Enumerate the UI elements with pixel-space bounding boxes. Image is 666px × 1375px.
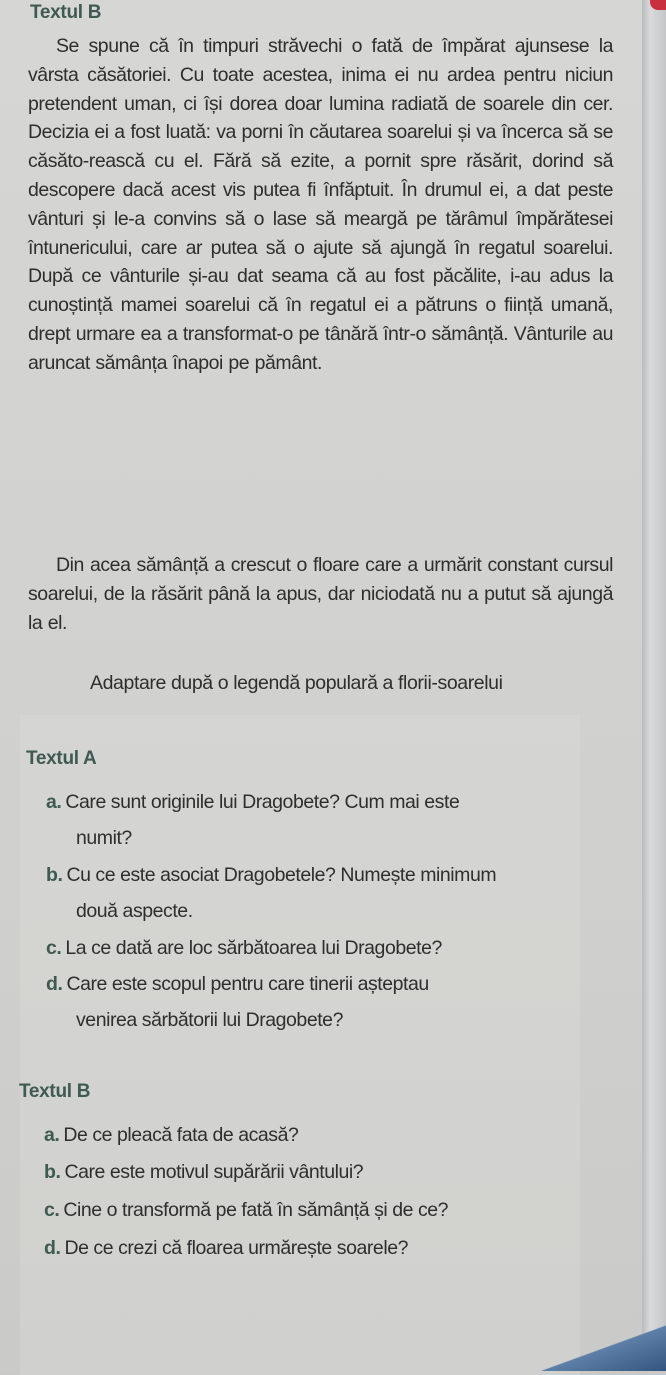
story-source-credit: Adaptare după o legendă populară a florii-soarelui: [90, 672, 503, 694]
question-letter: d.: [44, 1237, 61, 1259]
question-text: Cine o transformă pe fată în sămânță și de ce?: [63, 1199, 449, 1221]
question-letter: a.: [44, 1124, 60, 1146]
question-letter: b.: [44, 1161, 61, 1183]
question-a-item-a: [46, 784, 586, 856]
story-paragraph-1-text: Se spune că în timpuri străvechi o fată de împărat ajunsese la vârsta căsătoriei. Cu toate acestea, inima ei nu ardea pentru niciun pretendent uman, ci își dorea doar lumina radiată de soarele din cer. Decizia ei a fost luată: va porni în căutarea soarelui și va încerca să se căsăto-rească cu el. Fără să ezite, a pornit spre răsărit, dorind să descopere dacă acest vis putea fi înfăptuit. În drumul ei, a dat peste vânturi și le-a convins să o lase să meargă pe tărâmul împărătesei întunericului, care ar putea să o ajute să ajungă în regatul soarelui. După ce vânturile și-au dat seama că au fost păcălite, i-au adus la cunoștință mamei soarelui că în regatul ei a pătruns o ființă umană, drept urmare ea a transformat-o pe tânără într-o sămânță. Vânturile au aruncat sămânța înapoi pe pământ.: [28, 35, 613, 374]
question-letter: c.: [46, 937, 62, 959]
question-b-item-a: [44, 1117, 584, 1153]
question-b-item-b: [44, 1154, 584, 1190]
question-text: Care este motivul supărării vântului?: [64, 1161, 364, 1183]
question-letter: c.: [44, 1199, 60, 1221]
question-text-continued: venirea sărbătorii lui Dragobete?: [76, 1009, 343, 1031]
question-b-item-d: [44, 1230, 584, 1266]
section-heading-text-a: Textul A: [26, 748, 97, 769]
story-paragraph-2: [28, 551, 613, 637]
story-heading: Textul B: [30, 2, 102, 23]
question-a-item-c: [46, 930, 586, 966]
question-text-continued: numit?: [76, 827, 132, 849]
red-bookmark-corner: [650, 0, 666, 10]
question-text: La ce dată are loc sărbătoarea lui Dragobete?: [65, 937, 442, 959]
section-heading-text-b: Textul B: [19, 1081, 91, 1102]
question-text: Cu ce este asociat Dragobetele? Numește minimum: [66, 864, 497, 886]
question-letter: b.: [46, 864, 63, 886]
question-text: De ce pleacă fata de acasă?: [63, 1124, 299, 1146]
question-text-continued: două aspecte.: [76, 900, 193, 922]
question-letter: a.: [46, 791, 62, 813]
question-text: Care sunt originile lui Dragobete? Cum mai este: [65, 791, 460, 813]
story-paragraph-1: [28, 32, 613, 378]
blue-cover-corner: [536, 1316, 666, 1371]
question-text: De ce crezi că floarea urmărește soarele?: [64, 1237, 408, 1259]
question-text: Care este scopul pentru care tinerii așteptau: [66, 973, 429, 995]
question-a-item-d: [46, 966, 586, 1038]
question-a-item-b: [46, 857, 586, 929]
question-b-item-c: [44, 1192, 584, 1228]
page-edge: [642, 0, 666, 1371]
story-paragraph-2-text: Din acea sămânță a crescut o floare care a urmărit constant cursul soarelui, de la răsărit până la apus, dar niciodată nu a putut să ajungă la el.: [28, 554, 613, 634]
question-letter: d.: [46, 973, 63, 995]
